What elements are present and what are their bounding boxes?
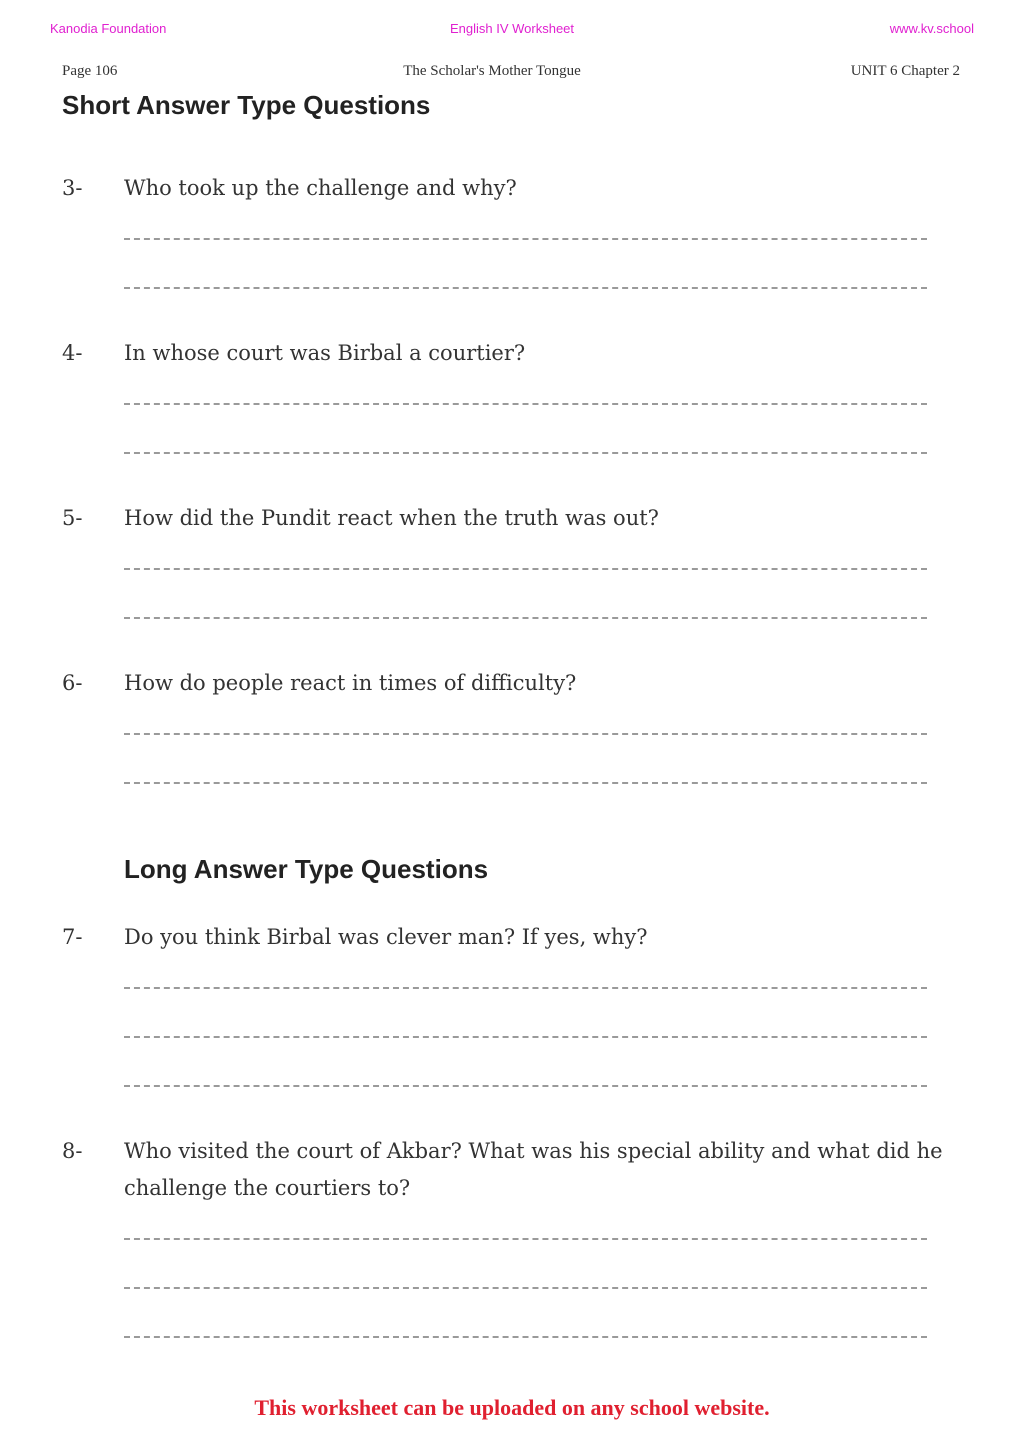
top-bar <box>0 21 1024 39</box>
answer-line[interactable] <box>124 287 927 289</box>
answer-line[interactable] <box>124 1036 927 1038</box>
answer-line[interactable] <box>124 987 927 989</box>
answer-line[interactable] <box>124 733 927 735</box>
question-number: 3- <box>62 176 83 200</box>
website-link[interactable]: www.kv.school <box>889 21 974 36</box>
worksheet-title: English IV Worksheet <box>449 21 575 36</box>
question-text: Who took up the challenge and why? <box>124 176 517 200</box>
short-answer-heading: Short Answer Type Questions <box>62 90 431 120</box>
chapter-title: The Scholar's Mother Tongue <box>403 63 581 79</box>
answer-line[interactable] <box>124 1238 927 1240</box>
running-head <box>62 63 960 83</box>
answer-line[interactable] <box>124 1336 927 1338</box>
question-number: 8- <box>62 1139 83 1163</box>
question-number: 7- <box>62 925 83 949</box>
answer-line[interactable] <box>124 1287 927 1289</box>
question-text: Who visited the court of Akbar? What was his special ability and what did he challenge the courtiers to? <box>124 1139 943 1200</box>
unit-label: UNIT 6 Chapter 2 <box>850 63 960 79</box>
question-number: 6- <box>62 671 83 695</box>
question-text: How did the Pundit react when the truth was out? <box>124 506 659 530</box>
publisher-name: Kanodia Foundation <box>50 21 167 36</box>
answer-line[interactable] <box>124 238 927 240</box>
answer-line[interactable] <box>124 452 927 454</box>
question-text: Do you think Birbal was clever man? If yes, why? <box>124 925 648 949</box>
answer-line[interactable] <box>124 617 927 619</box>
page-number: Page 106 <box>62 63 118 79</box>
question-number: 4- <box>62 341 83 365</box>
question-text: In whose court was Birbal a courtier? <box>124 341 526 365</box>
answer-line[interactable] <box>124 1085 927 1087</box>
answer-line[interactable] <box>124 568 927 570</box>
long-answer-heading: Long Answer Type Questions <box>124 854 489 884</box>
answer-line[interactable] <box>124 782 927 784</box>
footer-note: This worksheet can be uploaded on any school website. <box>254 1395 770 1420</box>
answer-line[interactable] <box>124 403 927 405</box>
question-number: 5- <box>62 506 83 530</box>
question-text: How do people react in times of difficulty? <box>124 671 577 695</box>
